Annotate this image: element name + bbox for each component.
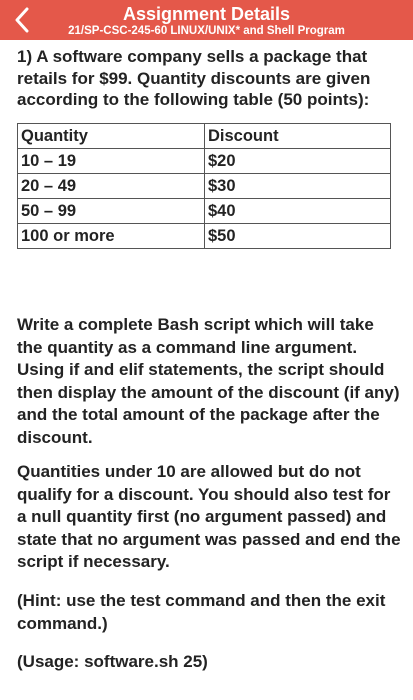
course-subtitle: 21/SP-CSC-245-60 LINUX/UNIX* and Shell Program: [68, 25, 345, 37]
table-header-row: [18, 123, 391, 148]
table-row: [18, 173, 391, 198]
table-row: [18, 148, 391, 173]
requirements-paragraph: Quantities under 10 are allowed but do not qualify for a discount. You should also test for a null quantity first (no argument passed) and state that no argument was passed and end the script if necessary.: [17, 462, 401, 571]
table-row: [18, 223, 391, 248]
column-header-discount: Discount: [205, 123, 391, 148]
hint-paragraph: (Hint: use the test command and then the exit command.): [17, 591, 386, 633]
quantity-cell: 50 – 99: [18, 198, 205, 223]
assignment-body: [17, 46, 399, 249]
quantity-cell: 20 – 49: [18, 173, 205, 198]
instructions-paragraph: Write a complete Bash script which will take the quantity as a command line argument. Using if and elif statements, the script should then display the amount of the discount (if any) and the total amount of the package after the discount.: [17, 315, 400, 447]
discount-cell: $50: [205, 223, 391, 248]
quantity-cell: 10 – 19: [18, 148, 205, 173]
quantity-cell: 100 or more: [18, 223, 205, 248]
discount-cell: $20: [205, 148, 391, 173]
discount-cell: $40: [205, 198, 391, 223]
discount-table: [17, 123, 391, 249]
table-row: [18, 198, 391, 223]
column-header-quantity: Quantity: [18, 123, 205, 148]
discount-cell: $30: [205, 173, 391, 198]
app-header: [0, 0, 413, 40]
usage-paragraph: (Usage: software.sh 25): [17, 652, 208, 671]
page-title: Assignment Details: [122, 4, 291, 24]
question-intro: 1) A software company sells a package that retails for $99. Quantity discounts are given according to the following table (50 points):: [17, 47, 371, 109]
